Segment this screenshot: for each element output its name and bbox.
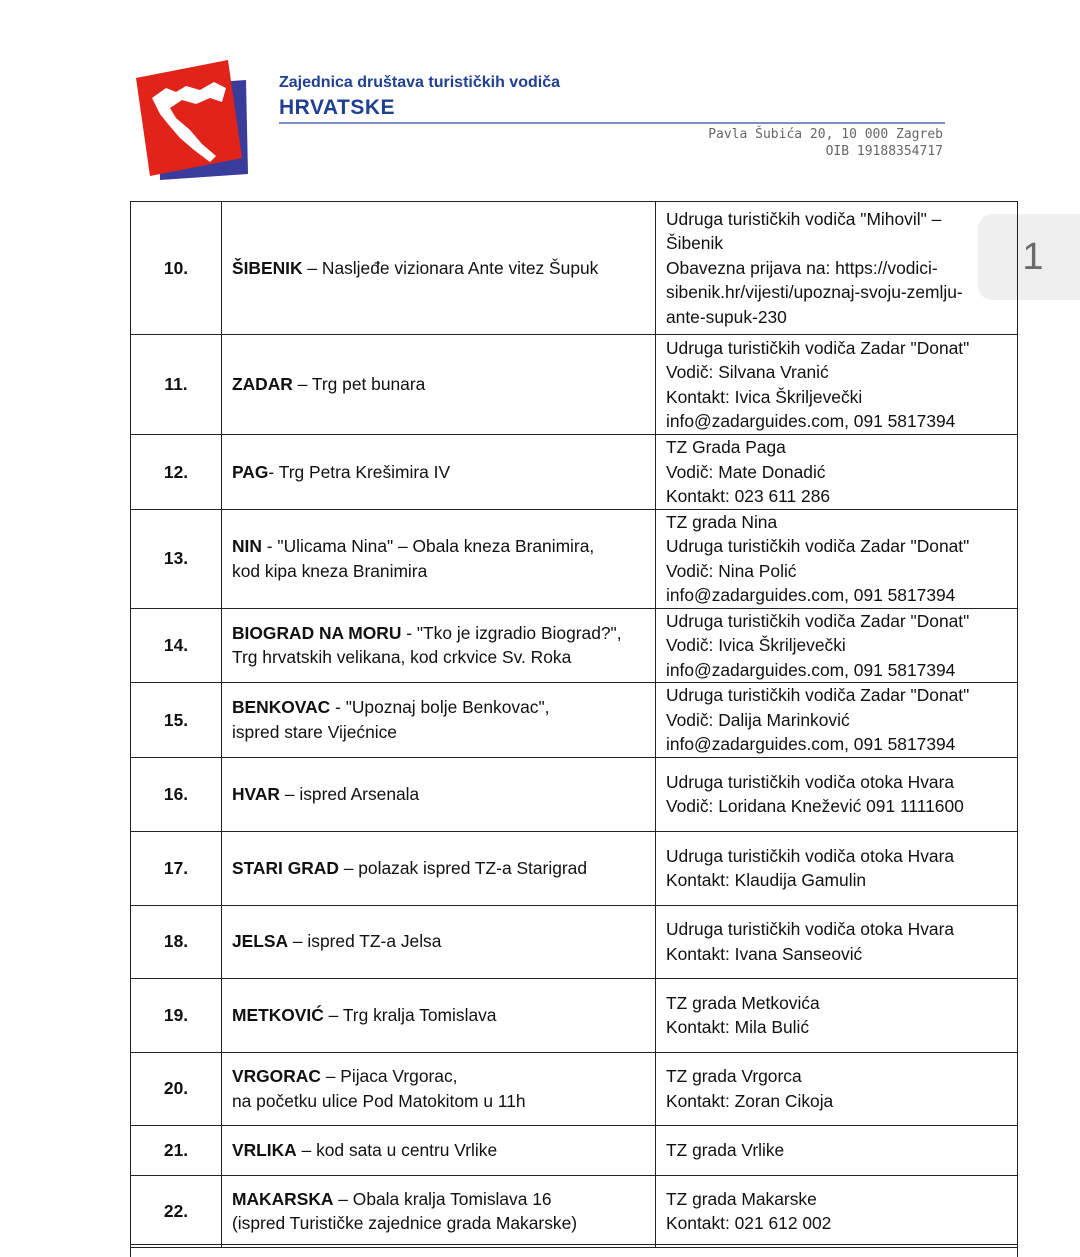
location-line [232, 534, 645, 559]
organizer-line: Kontakt: Ivana Sanseović [666, 943, 863, 964]
place-description-line2: kod kipa kneza Branimira [232, 560, 428, 581]
place-name: ZADAR [232, 374, 293, 395]
organizer-cell [656, 1125, 1018, 1175]
place-description: – ispred TZ-a Jelsa [288, 931, 442, 952]
location-line [232, 695, 645, 720]
org-oib: OIB 19188354717 [825, 144, 943, 159]
header-rule [279, 122, 945, 124]
organizer-line: TZ grada Nina [666, 511, 778, 532]
organizer-line: Vodič: Ivica Škriljevečki [666, 635, 846, 655]
location-cell [222, 335, 656, 435]
row-number: 11. [131, 335, 222, 435]
organizer-cell [656, 905, 1018, 978]
organizer-line: Udruga turističkih vodiča Zadar "Donat" [666, 685, 970, 705]
place-description-line2: na početku ulice Pod Matokitom u 11h [232, 1090, 526, 1111]
place-description-line2: (ispred Turističke zajednice grada Makarske) [232, 1213, 578, 1233]
place-name: PAG [232, 461, 269, 482]
place-description: - "Tko je izgradio Biograd?", [401, 622, 622, 643]
row-number: 15. [131, 683, 222, 758]
location-line [232, 1064, 645, 1089]
organizer-line: Udruga turističkih vodiča Zadar "Donat" [666, 337, 970, 358]
organizer-line: TZ Grada Paga [666, 437, 786, 457]
org-address: Pavla Šubića 20, 10 000 Zagreb [708, 127, 943, 142]
organizer-cell [656, 683, 1018, 758]
location-cell [222, 608, 656, 683]
location-line [232, 929, 645, 954]
location-line [232, 460, 645, 485]
row-number: 14. [131, 608, 222, 683]
place-description-line2: ispred stare Vijećnice [232, 721, 397, 742]
association-logo [130, 58, 250, 183]
organizer-line: TZ grada Makarske [666, 1188, 817, 1209]
table-row [131, 1175, 1018, 1247]
organizer-cell [656, 202, 1018, 335]
place-name: VRLIKA [232, 1139, 297, 1160]
location-cell [222, 831, 656, 905]
location-line [232, 256, 645, 281]
table-row [131, 1052, 1018, 1125]
place-name: HVAR [232, 783, 280, 804]
org-name-line2: HRVATSKE [279, 96, 396, 119]
row-number: 17. [131, 831, 222, 905]
row-number: 20. [131, 1052, 222, 1125]
location-line [232, 782, 645, 807]
table-row [131, 335, 1018, 435]
organizer-line: Udruga turističkih vodiča otoka Hvara [666, 845, 955, 866]
place-description: – ispred Arsenala [280, 783, 420, 804]
place-name: BENKOVAC [232, 697, 331, 718]
place-description: – Nasljeđe vizionara Ante vitez Šupuk [302, 257, 599, 278]
row-number: 13. [131, 509, 222, 608]
organizer-line: Vodič: Silvana Vranić [666, 362, 829, 382]
organizer-line: Udruga turističkih vodiča "Mihovil" – [666, 208, 942, 229]
table-row [131, 435, 1018, 510]
table-row [131, 509, 1018, 608]
place-name: MAKARSKA [232, 1188, 334, 1209]
organizer-cell [656, 1052, 1018, 1125]
place-description: – polazak ispred TZ-a Starigrad [338, 857, 588, 878]
next-table-row-edge [130, 1244, 1018, 1257]
organizer-cell [656, 435, 1018, 510]
organizer-line: Kontakt: 021 612 002 [666, 1213, 832, 1233]
place-name: ŠIBENIK [232, 257, 303, 278]
organizer-line: Udruga turističkih vodiča otoka Hvara [666, 919, 955, 939]
place-name: BIOGRAD NA MORU [232, 622, 402, 643]
organizer-line: Udruga turističkih vodiča Zadar "Donat" [666, 610, 970, 631]
organizer-line: Vodič: Nina Polić [666, 560, 797, 581]
organizer-line: info@zadarguides.com, 091 5817394 [666, 585, 956, 605]
organizer-line: Kontakt: 023 611 286 [666, 486, 831, 506]
organizer-cell [656, 335, 1018, 435]
table-row [131, 978, 1018, 1052]
organizer-line: info@zadarguides.com, 091 5817394 [666, 659, 956, 680]
location-line [232, 856, 645, 881]
organizer-line: ante-supuk-230 [666, 306, 787, 327]
place-name: METKOVIĆ [232, 1004, 324, 1025]
organizer-line: Vodič: Dalija Marinković [666, 709, 850, 730]
place-description: - "Upoznaj bolje Benkovac", [330, 697, 550, 718]
organizer-line: info@zadarguides.com, 091 5817394 [666, 734, 956, 754]
place-description: – Trg kralja Tomislava [323, 1004, 497, 1025]
place-description: - "Ulicama Nina" – Obala kneza Branimira, [261, 536, 595, 556]
organizer-line: Vodič: Mate Donadić [666, 461, 826, 482]
organizer-line: TZ grada Metkovića [666, 992, 820, 1013]
row-number: 12. [131, 435, 222, 510]
organizer-line: Udruga turističkih vodiča Zadar "Donat" [666, 536, 970, 556]
location-cell [222, 509, 656, 608]
location-cell [222, 757, 656, 831]
table-row [131, 831, 1018, 905]
organizer-line: TZ grada Vrgorca [666, 1066, 802, 1086]
location-cell [222, 905, 656, 978]
location-line [232, 1187, 645, 1212]
place-description: – kod sata u centru Vrlike [296, 1139, 498, 1160]
location-cell [222, 978, 656, 1052]
location-cell [222, 1052, 656, 1125]
location-cell [222, 202, 656, 335]
location-cell [222, 683, 656, 758]
organizer-cell [656, 978, 1018, 1052]
row-number: 18. [131, 905, 222, 978]
organizer-line: info@zadarguides.com, 091 5817394 [666, 411, 956, 431]
organizer-line: Kontakt: Mila Bulić [666, 1017, 810, 1037]
place-description: – Obala kralja Tomislava 16 [333, 1188, 552, 1209]
organizer-line: Vodič: Loridana Knežević 091 1111600 [666, 796, 964, 816]
place-name: NIN [232, 536, 262, 556]
location-line [232, 372, 645, 397]
table-row [131, 757, 1018, 831]
row-number: 19. [131, 978, 222, 1052]
organizer-line: Udruga turističkih vodiča otoka Hvara [666, 771, 955, 792]
row-number: 22. [131, 1175, 222, 1247]
place-description: – Pijaca Vrgorac, [320, 1066, 458, 1086]
organizer-cell [656, 831, 1018, 905]
place-name: STARI GRAD [232, 857, 339, 878]
location-cell [222, 1125, 656, 1175]
table-row [131, 1125, 1018, 1175]
organizer-line: Kontakt: Klaudija Gamulin [666, 870, 867, 890]
organizer-line: Kontakt: Zoran Cikoja [666, 1090, 834, 1111]
organizer-line: Kontakt: Ivica Škriljevečki [666, 386, 863, 407]
row-number: 16. [131, 757, 222, 831]
location-cell [222, 1175, 656, 1247]
org-name-line1: Zajednica društava turističkih vodiča [279, 74, 560, 91]
row-number: 21. [131, 1125, 222, 1175]
place-description: – Trg pet bunara [292, 374, 426, 395]
organizer-line: Obavezna prijava na: https://vodici- [666, 257, 938, 278]
location-line [232, 1138, 645, 1163]
organizer-cell [656, 757, 1018, 831]
location-line [232, 621, 645, 646]
table-row [131, 608, 1018, 683]
schedule-table [130, 201, 1018, 1248]
organizer-cell [656, 608, 1018, 683]
location-line [232, 1003, 645, 1028]
organizer-line: sibenik.hr/vijesti/upoznaj-svoju-zemlju- [666, 282, 963, 303]
table-row [131, 202, 1018, 335]
table-row [131, 683, 1018, 758]
row-number: 10. [131, 202, 222, 335]
organizer-line: Šibenik [666, 233, 724, 254]
place-name: JELSA [232, 931, 289, 952]
place-name: VRGORAC [232, 1066, 321, 1086]
page-number-indicator[interactable]: 1 [978, 214, 1080, 300]
organizer-line: TZ grada Vrlike [666, 1139, 785, 1160]
org-address-block [708, 126, 943, 160]
location-cell [222, 435, 656, 510]
organizer-cell [656, 509, 1018, 608]
place-description: - Trg Petra Krešimira IV [268, 461, 451, 482]
table-row [131, 905, 1018, 978]
organizer-cell [656, 1175, 1018, 1247]
place-description-line2: Trg hrvatskih velikana, kod crkvice Sv. Roka [232, 647, 572, 668]
